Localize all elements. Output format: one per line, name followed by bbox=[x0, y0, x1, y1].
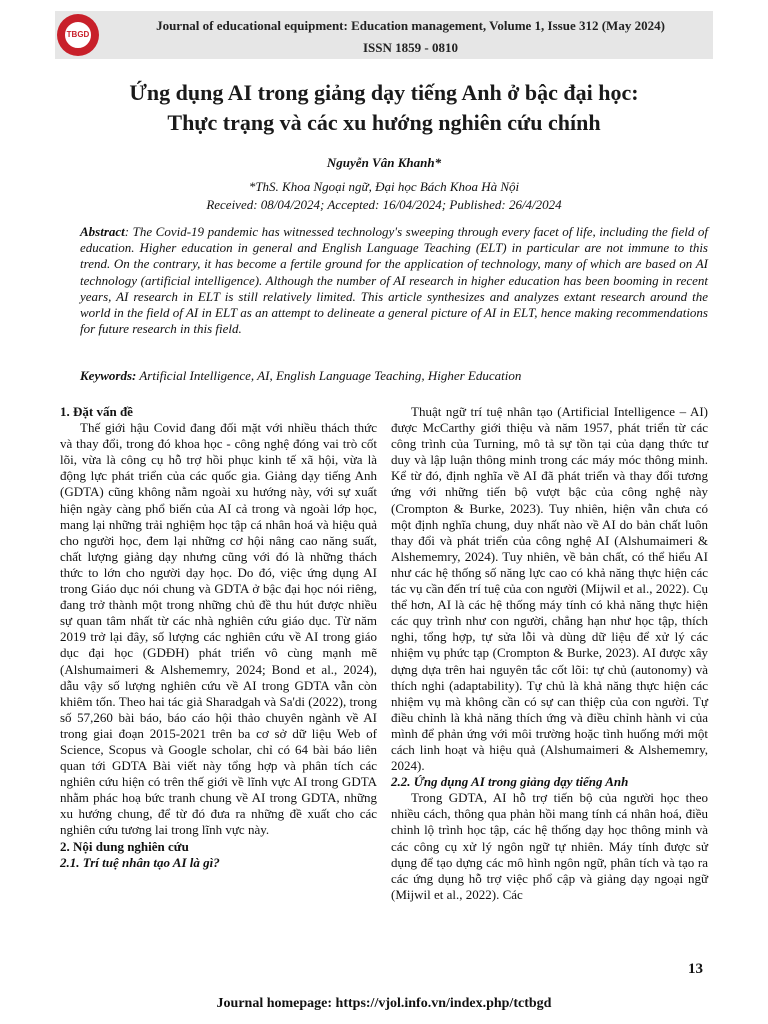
journal-homepage[interactable]: Journal homepage: https://vjol.info.vn/index.php/tctbgd bbox=[216, 996, 552, 1011]
author-affiliation: *ThS. Khoa Ngoại ngữ, Đại học Bách Khoa Hà Nội bbox=[248, 179, 520, 194]
keywords-label: Keywords: bbox=[80, 368, 137, 383]
abstract-label: Abstract bbox=[80, 224, 125, 239]
journal-logo bbox=[57, 14, 99, 56]
ai-in-elt-paragraph: Trong GDTA, AI hỗ trợ tiến bộ của người học theo nhiều cách, thông qua phản hồi mang tính cá nhân hoá, điều chỉnh lộ trình học tập, các hệ thống dạy học thông minh và các công cụ xử lý ngôn ngữ tự nhiên. Máy tính được sử dụng để tạo dựng các mô hình ngôn ngữ, phân tích và tạo ra các ứng dụng hỗ trợ việc phổ cập và giảng dạy ngoại ngữ (Mijwil et al., 2022). Các bbox=[391, 790, 708, 902]
journal-name: Journal of educational equipment: Education management, Volume 1, Issue 312 (May 2024) bbox=[156, 18, 665, 33]
publication-dates: Received: 08/04/2024; Accepted: 16/04/2024; Published: 26/4/2024 bbox=[206, 197, 562, 212]
left-column bbox=[60, 404, 377, 871]
keywords-text: Artificial Intelligence, AI, English Language Teaching, Higher Education bbox=[136, 368, 522, 383]
keywords bbox=[80, 368, 708, 384]
subsection-heading-2-1: 2.1. Trí tuệ nhân tạo AI là gì? bbox=[60, 854, 220, 870]
article-title-line2: Thực trạng và các xu hướng nghiên cứu chính bbox=[167, 110, 601, 135]
page-number: 13 bbox=[688, 961, 703, 977]
subsection-heading-2-2: 2.2. Ứng dụng AI trong giảng dạy tiếng Anh bbox=[391, 774, 629, 790]
journal-logo-text: TBGD bbox=[63, 20, 93, 50]
section-heading-2: 2. Nội dung nghiên cứu bbox=[60, 838, 189, 854]
section-heading-1: 1. Đặt vấn đề bbox=[60, 404, 133, 419]
right-column bbox=[391, 404, 708, 903]
ai-definition-paragraph: Thuật ngữ trí tuệ nhân tạo (Artificial Intelligence – AI) được McCarthy giới thiệu và năm 1957, phát triển từ các công trình của Turning, mô tả sự tồn tại của dạng thức tư duy và lập luận thông minh trong các máy móc thông minh. Kể từ đó, định nghĩa về AI đã phát triển và thay đổi tương ứng với những tiến bộ vượt bậc của công nghệ này (Crompton & Burke, 2023). Tuy nhiên, hiện vẫn chưa có một định nghĩa chung, duy nhất nào về AI do bản chất luôn thay đổi và phát triển của công nghệ AI (Alshumaimeri & Alshememry, 2024). Tuy nhiên, về bản chất, có thể hiểu AI như các hệ thống số năng lực cao có khả năng thực hiện các tác vụ cần đến trí tuệ của con người (Mijwil et al., 2022). Cụ thể hơn, AI là các hệ thống máy tính có khả năng thực hiện các quy trình như con người, chẳng hạn như học tập, thích nghi, tổng hợp, tự sửa lỗi và dùng dữ liệu để xử lý các nhiệm vụ phức tạp (Crompton & Burke, 2023). AI được xây dựng dựa trên hai nguyên tắc cốt lõi: tự chủ (autonomy) và thích nghi (adaptability). Tự chủ là khả năng thực hiện các nhiệm vụ mà không cần có sự can thiệp của con người. Tự điều chỉnh là khả năng thích ứng và điều chỉnh hành vi của mình để phản ứng với môi trường hoặc tình huống mới một cách linh hoạt và hiệu quả (Alshumaimeri & Alshememry, 2024). bbox=[391, 404, 708, 774]
article-title bbox=[60, 78, 708, 138]
abstract bbox=[80, 224, 708, 337]
issn: ISSN 1859 - 0810 bbox=[363, 40, 458, 55]
intro-paragraph: Thế giới hậu Covid đang đối mặt với nhiều thách thức và thay đổi, trong đó khoa học - công nghệ đóng vai trò cốt lõi, vừa là công cụ hỗ trợ hồi phục kinh tế xã hội, vừa là động lực phát triển của các quốc gia. Giảng dạy tiếng Anh (GDTA) cũng không nằm ngoài xu hướng này, với sự xuất hiện ngày càng phổ biến của AI cả trong và ngoài lớp học, mang lại những trải nghiệm học tập cá nhân hoá và hiệu quả cho người học, đem lại những cơ hội nâng cao năng suất, chất lượng giảng dạy nhưng cũng với đó là những thách thức to lớn cho người dạy học. Do đó, việc ứng dụng AI trong Giáo dục nói chung và GDTA ở bậc đại học nói riêng, đang trở thành một trong những chủ đề thu hút được nhiều sự quan tâm nhất từ các nhà nghiên cứu giáo dục. Từ năm 2019 trở lại đây, số lượng các nghiên cứu về AI trong giáo dục đại học (GDĐH) phát triển vô cùng mạnh mẽ (Alshumaimeri & Alshememry, 2024; Bond et al., 2024), dẫu vậy số lượng nghiên cứu về AI trong GDTA vẫn còn khiêm tốn. Theo hai tác giả Sharadgah và Sa'di (2022), trong số 57,260 bài báo, báo cáo hội thảo chuyên ngành về AI trong giai đoạn 2015-2021 trên ba cơ sở dữ liệu Web of Science, Scopus và Google scholar, chỉ có 64 bài báo liên quan tới GDTA Bài viết này tổng hợp và phân tích các nghiên cứu hiện có trên thế giới về lĩnh vực AI trong GDTA nhằm phác hoạ bức tranh chung về AI trong GDTA, những xu hướng chung, để từ đó đưa ra những đề xuất cho các nghiên cứu tương lai trong lĩnh vực này. bbox=[60, 420, 377, 838]
abstract-text: : The Covid-19 pandemic has witnessed technology's sweeping through every facet of life, including the field of education. Higher education in general and English Language Teaching (ELT) in particular are not immune to this trend. On the contrary, it has become a fertile ground for the application of technology, many of which are based on AI technology (artificial intelligence). Although the number of AI research in higher education has been booming in recent years, AI research in ELT is still relatively limited. This article synthesizes and analyzes extant research around the world in the field of AI in ELT as an attempt to delineate a general picture of AI in ELT, hence making recommendations for future research in this field. bbox=[80, 224, 708, 337]
author-name: Nguyễn Vân Khanh* bbox=[326, 155, 442, 170]
article-title-line1: Ứng dụng AI trong giảng dạy tiếng Anh ở bậc đại học: bbox=[129, 80, 639, 105]
